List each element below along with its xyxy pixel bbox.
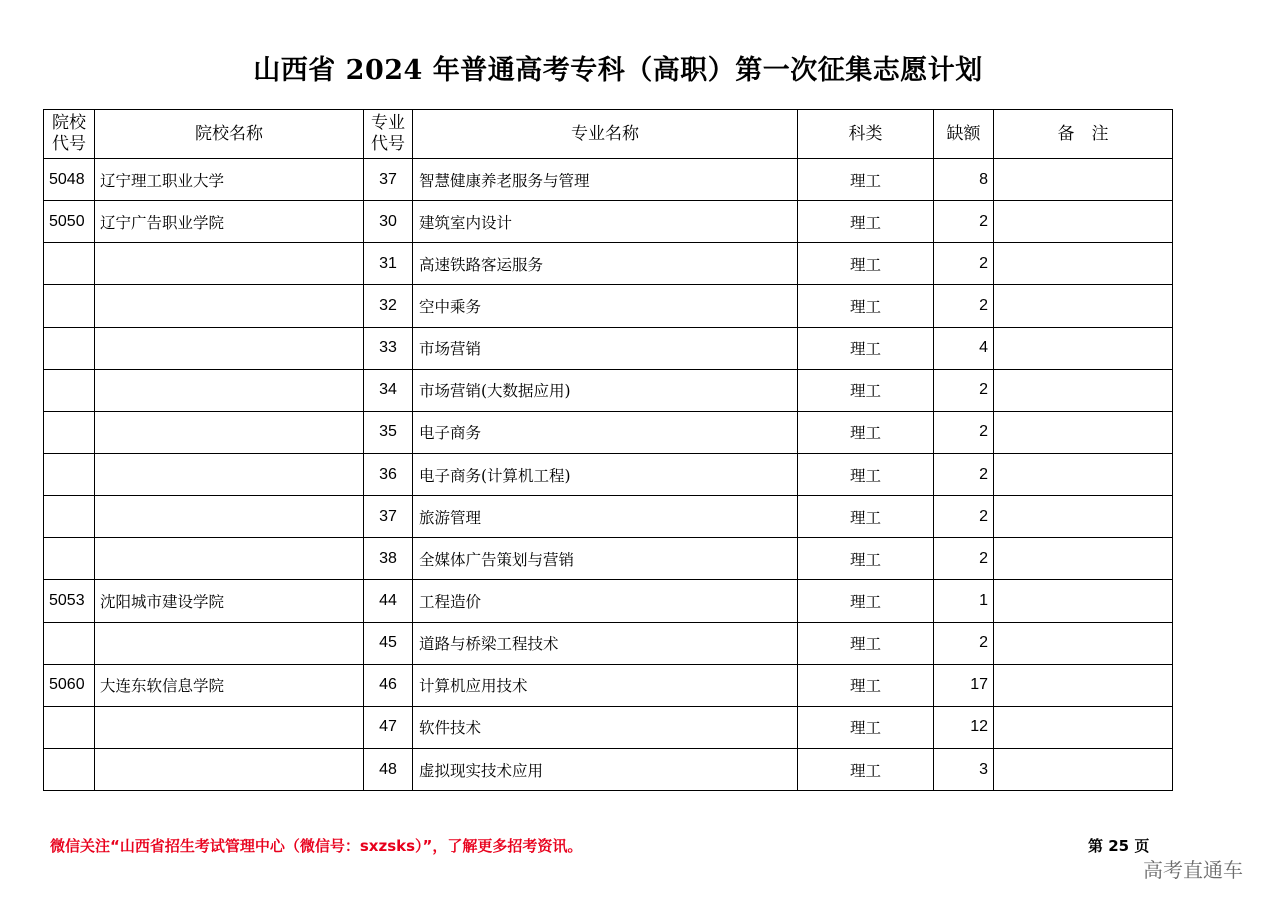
header-school-code: 院校代号 <box>44 110 95 159</box>
header-major-code: 专业代号 <box>364 110 413 159</box>
cell-category: 理工 <box>798 748 934 790</box>
table-row <box>44 538 1173 580</box>
table-row <box>44 159 1173 201</box>
cell-school-name <box>95 327 364 369</box>
cell-major-name: 建筑室内设计 <box>413 201 798 243</box>
cell-major-code: 33 <box>364 327 413 369</box>
cell-vacancies: 12 <box>934 706 994 748</box>
cell-school-name: 大连东软信息学院 <box>95 664 364 706</box>
cell-remarks <box>994 327 1173 369</box>
cell-category: 理工 <box>798 285 934 327</box>
table-row <box>44 411 1173 453</box>
cell-school-code: 5060 <box>44 664 95 706</box>
cell-school-code <box>44 327 95 369</box>
table-row <box>44 327 1173 369</box>
table-header-row <box>44 110 1173 159</box>
cell-vacancies: 2 <box>934 201 994 243</box>
table-row <box>44 285 1173 327</box>
cell-category: 理工 <box>798 159 934 201</box>
document-title: 山西省 2024 年普通高考专科（高职）第一次征集志愿计划 <box>253 55 983 86</box>
cell-major-name: 软件技术 <box>413 706 798 748</box>
cell-vacancies: 2 <box>934 369 994 411</box>
cell-vacancies: 2 <box>934 538 994 580</box>
cell-category: 理工 <box>798 201 934 243</box>
cell-school-code <box>44 285 95 327</box>
cell-vacancies: 4 <box>934 327 994 369</box>
cell-remarks <box>994 243 1173 285</box>
cell-major-name: 高速铁路客运服务 <box>413 243 798 285</box>
cell-school-name <box>95 285 364 327</box>
cell-major-name: 道路与桥梁工程技术 <box>413 622 798 664</box>
cell-school-name <box>95 369 364 411</box>
cell-vacancies: 2 <box>934 243 994 285</box>
cell-school-code <box>44 453 95 495</box>
header-major-name: 专业名称 <box>413 110 798 159</box>
cell-remarks <box>994 622 1173 664</box>
header-category: 科类 <box>798 110 934 159</box>
cell-remarks <box>994 496 1173 538</box>
cell-school-code <box>44 496 95 538</box>
table-row <box>44 580 1173 622</box>
cell-major-name: 市场营销(大数据应用) <box>413 369 798 411</box>
cell-major-code: 35 <box>364 411 413 453</box>
table-row <box>44 748 1173 790</box>
cell-category: 理工 <box>798 369 934 411</box>
cell-remarks <box>994 453 1173 495</box>
cell-school-code <box>44 411 95 453</box>
table-row <box>44 201 1173 243</box>
cell-vacancies: 17 <box>934 664 994 706</box>
cell-school-code: 5048 <box>44 159 95 201</box>
cell-school-name: 沈阳城市建设学院 <box>95 580 364 622</box>
cell-major-code: 31 <box>364 243 413 285</box>
cell-remarks <box>994 369 1173 411</box>
table-body <box>44 159 1173 791</box>
table-row <box>44 496 1173 538</box>
cell-major-name: 智慧健康养老服务与管理 <box>413 159 798 201</box>
table-row <box>44 369 1173 411</box>
page-number: 第 25 页 <box>1088 837 1150 855</box>
cell-school-code <box>44 538 95 580</box>
cell-school-code: 5050 <box>44 201 95 243</box>
cell-school-code <box>44 622 95 664</box>
cell-school-code <box>44 369 95 411</box>
cell-remarks <box>994 285 1173 327</box>
cell-major-name: 旅游管理 <box>413 496 798 538</box>
cell-vacancies: 8 <box>934 159 994 201</box>
cell-major-code: 46 <box>364 664 413 706</box>
cell-vacancies: 2 <box>934 622 994 664</box>
cell-category: 理工 <box>798 538 934 580</box>
cell-vacancies: 2 <box>934 453 994 495</box>
table-row <box>44 622 1173 664</box>
cell-remarks <box>994 580 1173 622</box>
cell-school-code <box>44 748 95 790</box>
cell-major-code: 37 <box>364 496 413 538</box>
cell-major-name: 市场营销 <box>413 327 798 369</box>
cell-major-name: 虚拟现实技术应用 <box>413 748 798 790</box>
cell-major-code: 44 <box>364 580 413 622</box>
cell-remarks <box>994 748 1173 790</box>
cell-remarks <box>994 538 1173 580</box>
header-remarks: 备 注 <box>994 110 1173 159</box>
cell-school-code <box>44 243 95 285</box>
cell-school-name <box>95 622 364 664</box>
cell-category: 理工 <box>798 243 934 285</box>
cell-major-code: 34 <box>364 369 413 411</box>
cell-school-name: 辽宁广告职业学院 <box>95 201 364 243</box>
cell-major-name: 电子商务 <box>413 411 798 453</box>
cell-major-code: 38 <box>364 538 413 580</box>
cell-major-code: 48 <box>364 748 413 790</box>
header-vacancies: 缺额 <box>934 110 994 159</box>
table-row <box>44 243 1173 285</box>
cell-remarks <box>994 201 1173 243</box>
table-row <box>44 453 1173 495</box>
cell-school-name <box>95 748 364 790</box>
cell-major-name: 空中乘务 <box>413 285 798 327</box>
cell-vacancies: 2 <box>934 411 994 453</box>
cell-school-name <box>95 453 364 495</box>
cell-major-name: 电子商务(计算机工程) <box>413 453 798 495</box>
cell-category: 理工 <box>798 453 934 495</box>
cell-major-name: 全媒体广告策划与营销 <box>413 538 798 580</box>
cell-major-name: 工程造价 <box>413 580 798 622</box>
cell-category: 理工 <box>798 496 934 538</box>
cell-category: 理工 <box>798 580 934 622</box>
cell-major-code: 30 <box>364 201 413 243</box>
footer-note: 微信关注“山西省招生考试管理中心（微信号：sxzsks）”，了解更多招考资讯。 <box>50 837 583 855</box>
cell-category: 理工 <box>798 327 934 369</box>
watermark: 高考直通车 <box>1143 858 1243 882</box>
plan-table <box>43 109 1173 791</box>
cell-school-code <box>44 706 95 748</box>
table-row <box>44 706 1173 748</box>
cell-category: 理工 <box>798 622 934 664</box>
cell-vacancies: 2 <box>934 285 994 327</box>
cell-vacancies: 1 <box>934 580 994 622</box>
cell-remarks <box>994 411 1173 453</box>
cell-category: 理工 <box>798 411 934 453</box>
cell-school-name <box>95 243 364 285</box>
cell-school-name <box>95 411 364 453</box>
cell-major-code: 47 <box>364 706 413 748</box>
cell-remarks <box>994 664 1173 706</box>
cell-school-name <box>95 496 364 538</box>
cell-school-name: 辽宁理工职业大学 <box>95 159 364 201</box>
cell-major-name: 计算机应用技术 <box>413 664 798 706</box>
table-row <box>44 664 1173 706</box>
cell-vacancies: 2 <box>934 496 994 538</box>
cell-major-code: 37 <box>364 159 413 201</box>
cell-category: 理工 <box>798 664 934 706</box>
cell-school-code: 5053 <box>44 580 95 622</box>
cell-major-code: 32 <box>364 285 413 327</box>
cell-vacancies: 3 <box>934 748 994 790</box>
header-school-name: 院校名称 <box>95 110 364 159</box>
cell-remarks <box>994 706 1173 748</box>
cell-major-code: 36 <box>364 453 413 495</box>
cell-major-code: 45 <box>364 622 413 664</box>
cell-remarks <box>994 159 1173 201</box>
cell-school-name <box>95 538 364 580</box>
cell-school-name <box>95 706 364 748</box>
cell-category: 理工 <box>798 706 934 748</box>
